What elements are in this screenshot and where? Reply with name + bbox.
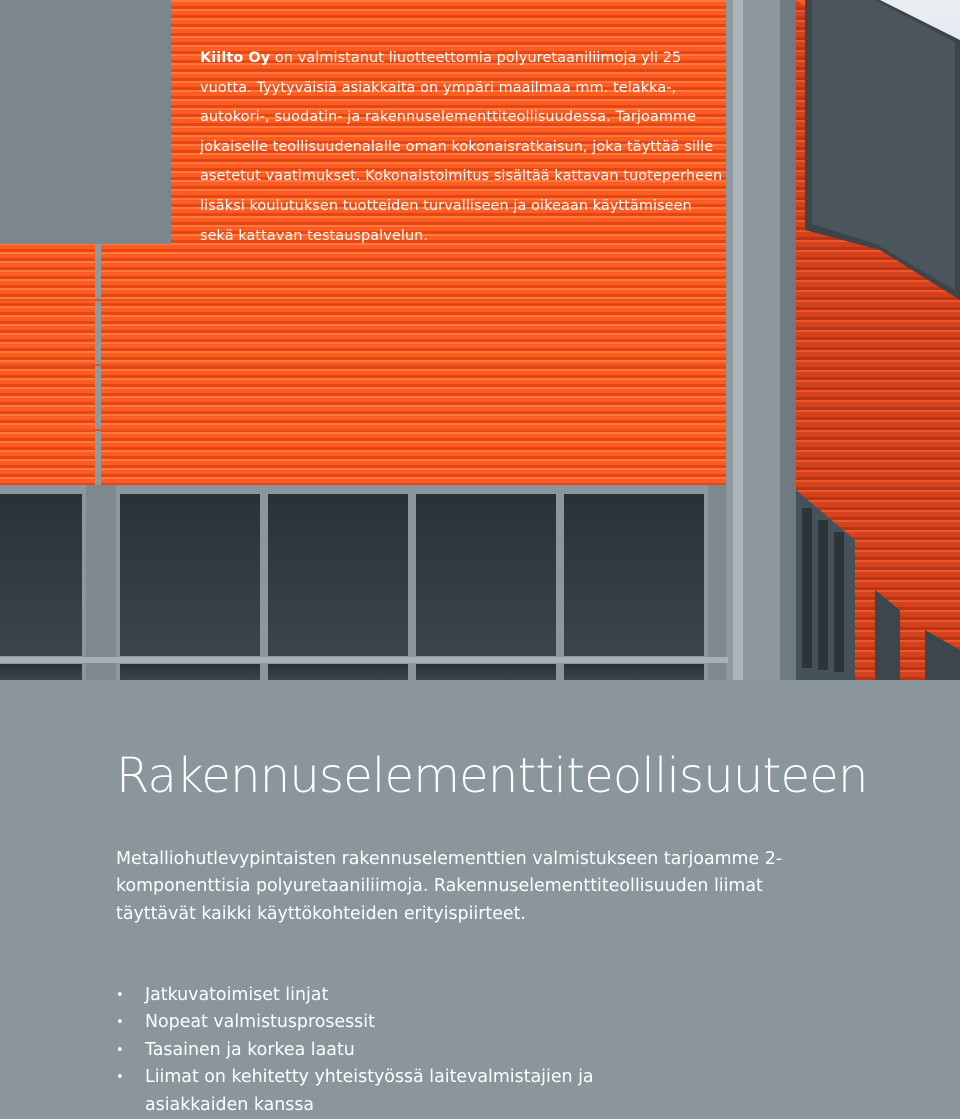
list-item-text: Tasainen ja korkea laatu: [145, 1039, 355, 1060]
list-item: [116, 1064, 625, 1119]
bullet-icon: •: [116, 1070, 124, 1086]
list-item: [116, 1037, 625, 1064]
list-item: [116, 982, 625, 1009]
list-item-text: Liimat on kehitetty yhteistyössä laitevalmistajien ja asiakkaiden kanssa: [145, 1067, 594, 1115]
feature-list: [116, 982, 625, 1119]
list-item-text: Nopeat valmistusprosessit: [145, 1012, 375, 1033]
list-item-text: Jatkuvatoimiset linjat: [145, 985, 329, 1005]
bullet-icon: •: [116, 1015, 124, 1031]
section-body: Metalliohutlevypintaisten rakennuselementtien valmistukseen tarjoamme 2-komponenttisia polyuretaaniliimoja. Rakennuselementtiteollisuuden liimat täyttävät kaikki käyttökohteiden erityispiirteet.: [116, 849, 783, 924]
section-heading: Rakennuselementtiteollisuuteen: [116, 748, 868, 804]
bullet-icon: •: [116, 988, 124, 1003]
list-item: [116, 1009, 625, 1036]
intro-paragraph: [200, 44, 725, 251]
intro-text: on valmistanut liuotteettomia polyuretaaniliimoja yli 25 vuotta. Tyytyväisiä asiakkaita on ympäri maailmaa mm. telakka-, autokori-, suodatin- ja rakennuselementtiteollisuudessa. Tarjoamme jokaiselle teollisuudenalalle oman kokonaisratkaisun, joka täyttää sille asetetut vaatimukset. Kokonaistoimitus sisältää kattavan tuoteperheen lisäksi koulutuksen tuotteiden turvalliseen ja oikeaan käyttämiseen sekä kattavan testauspalvelun.: [200, 50, 723, 244]
bullet-icon: •: [116, 1042, 124, 1058]
gray-accent-box: [0, 0, 171, 244]
company-name: Kiilto Oy: [200, 50, 271, 66]
text-panel: [0, 680, 960, 1118]
